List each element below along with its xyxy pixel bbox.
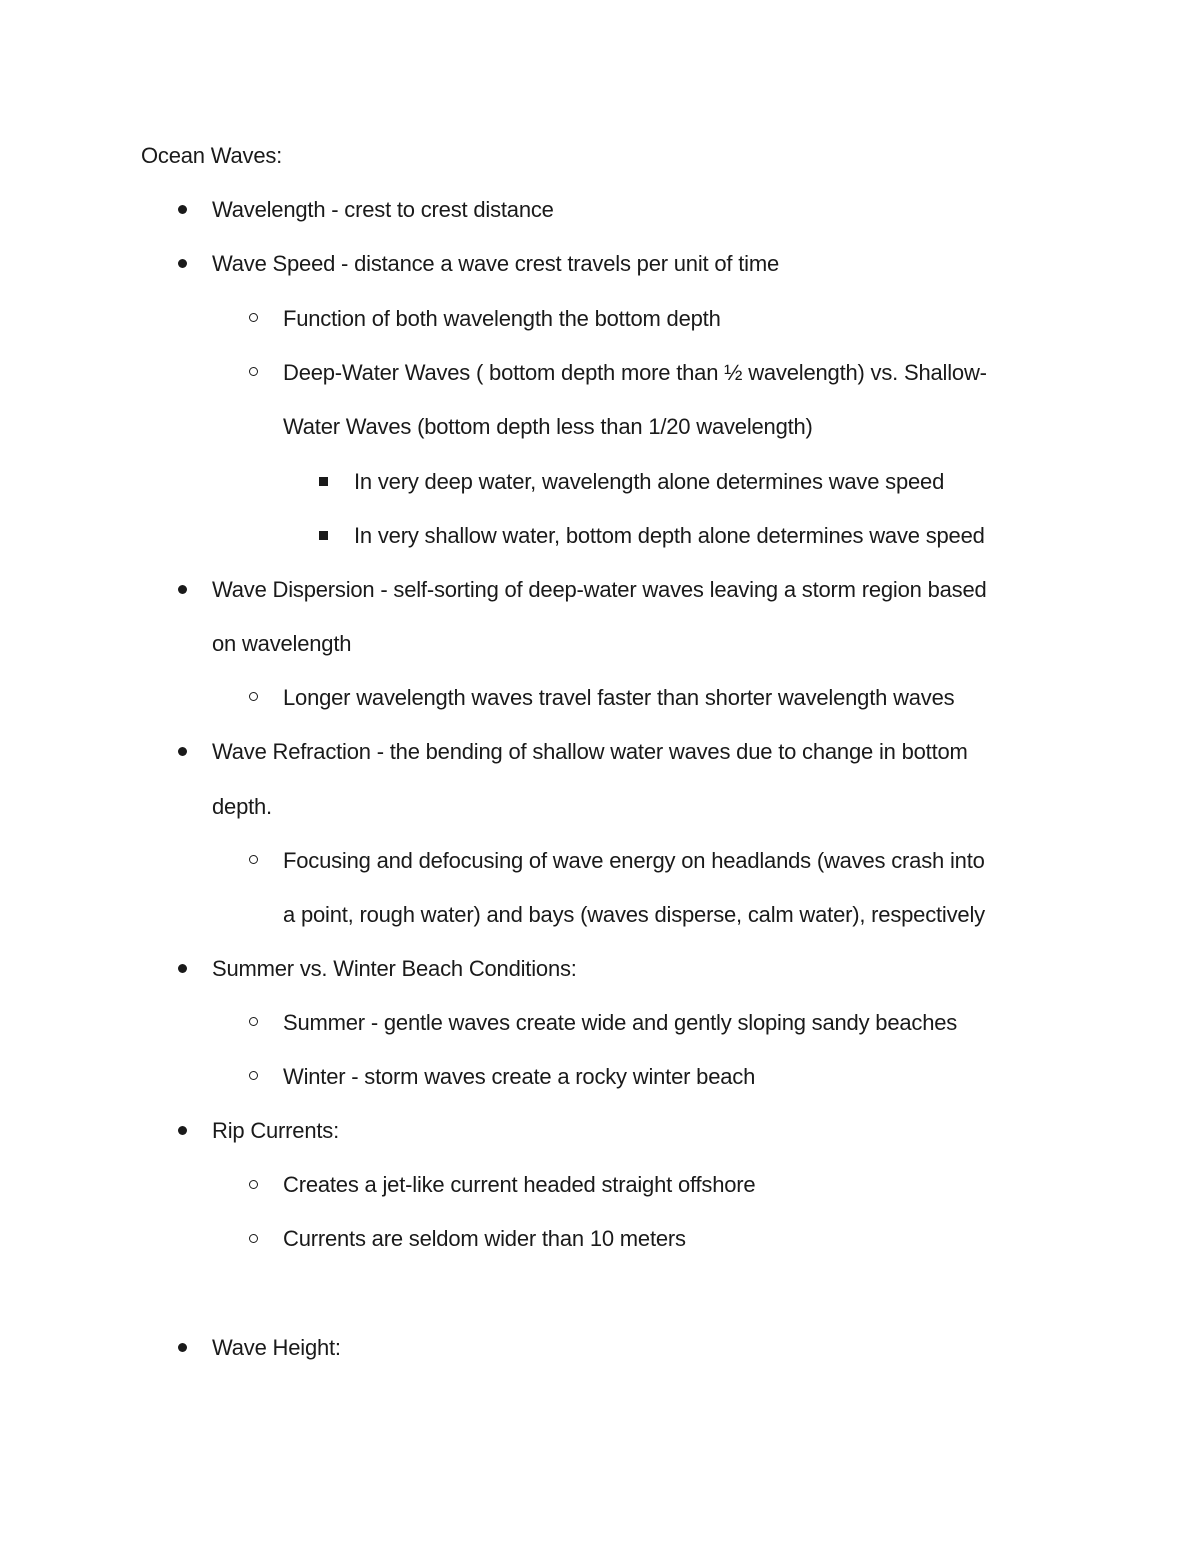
bullet-disc-icon bbox=[178, 585, 187, 594]
list-item: Wave Height: bbox=[212, 1335, 341, 1360]
bullet-circle-icon bbox=[249, 1071, 258, 1080]
list-item: Currents are seldom wider than 10 meters bbox=[283, 1226, 686, 1251]
bullet-circle-icon bbox=[249, 1180, 258, 1189]
list-item: Wave Speed - distance a wave crest travels per unit of time bbox=[212, 251, 779, 276]
bullet-square-icon bbox=[319, 531, 328, 540]
list-item: In very shallow water, bottom depth alone determines wave speed bbox=[354, 523, 985, 548]
list-item: Focusing and defocusing of wave energy on headlands (waves crash into bbox=[283, 848, 985, 873]
list-item: Creates a jet-like current headed straight offshore bbox=[283, 1172, 756, 1197]
bullet-circle-icon bbox=[249, 313, 258, 322]
list-item: In very deep water, wavelength alone determines wave speed bbox=[354, 469, 945, 494]
bullet-disc-icon bbox=[178, 1126, 187, 1135]
list-item: Longer wavelength waves travel faster than shorter wavelength waves bbox=[283, 685, 955, 710]
document-title: Ocean Waves: bbox=[141, 143, 283, 168]
bullet-circle-icon bbox=[249, 1017, 258, 1026]
bullet-disc-icon bbox=[178, 747, 187, 756]
list-item-continuation: Water Waves (bottom depth less than 1/20 wavelength) bbox=[283, 414, 813, 439]
list-item-continuation: a point, rough water) and bays (waves disperse, calm water), respectively bbox=[283, 902, 985, 927]
list-item: Function of both wavelength the bottom depth bbox=[283, 306, 721, 331]
bullet-circle-icon bbox=[249, 692, 258, 701]
list-item: Wavelength - crest to crest distance bbox=[212, 197, 554, 222]
list-item: Wave Refraction - the bending of shallow water waves due to change in bottom bbox=[212, 739, 968, 764]
bullet-disc-icon bbox=[178, 205, 187, 214]
bullet-disc-icon bbox=[178, 259, 187, 268]
bullet-circle-icon bbox=[249, 367, 258, 376]
list-item: Rip Currents: bbox=[212, 1118, 339, 1143]
list-item: Winter - storm waves create a rocky winter beach bbox=[283, 1064, 756, 1089]
list-item: Deep-Water Waves ( bottom depth more than ½ wavelength) vs. Shallow- bbox=[283, 360, 987, 385]
list-item-continuation: depth. bbox=[212, 794, 272, 819]
bullet-disc-icon bbox=[178, 1343, 187, 1352]
list-item: Summer vs. Winter Beach Conditions: bbox=[212, 956, 577, 981]
list-item-continuation: on wavelength bbox=[212, 631, 352, 656]
bullet-disc-icon bbox=[178, 964, 187, 973]
bullet-square-icon bbox=[319, 477, 328, 486]
list-item: Wave Dispersion - self-sorting of deep-water waves leaving a storm region based bbox=[212, 577, 987, 602]
bullet-circle-icon bbox=[249, 855, 258, 864]
bullet-circle-icon bbox=[249, 1234, 258, 1243]
list-item: Summer - gentle waves create wide and gently sloping sandy beaches bbox=[283, 1010, 958, 1035]
